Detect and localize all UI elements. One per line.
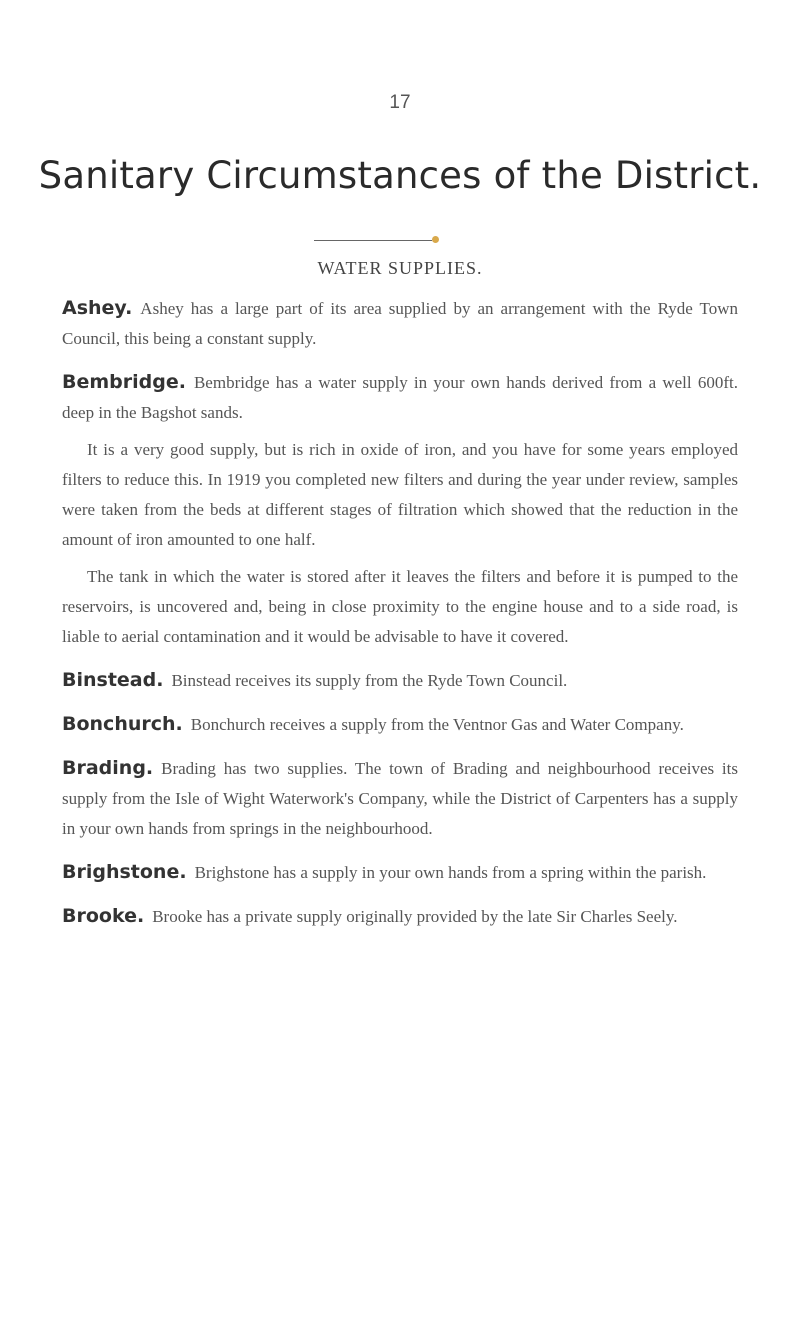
entry-name: Bembridge. [62,371,186,393]
entry-text: Brading has two supplies. The town of Brading and neighbourhood receives its supply from the Isle of Wight Waterwork's Company, while the District of Carpenters has a supply in your own hands from springs in the neighbourhood. [62,759,738,838]
entry-text: Bonchurch receives a supply from the Ventnor Gas and Water Company. [190,715,684,734]
entry-bembridge-continued: It is a very good supply, but is rich in oxide of iron, and you have for some years employed filters to reduce this. In 1919 you completed new filters and during the year under review, samples were taken from the beds at different stages of filtration which showed that the reduction in the amount of iron amounted to one half. [62,440,738,549]
entry-bembridge-continued: The tank in which the water is stored after it leaves the filters and before it is pumped to the reservoirs, is uncovered and, being in close proximity to the engine house and to a side road, is liable to aerial contamination and it would be advisable to have it covered. [62,567,738,646]
entry-ashey [62,293,738,354]
entry-binstead [62,665,738,696]
entry-text: Ashey has a large part of its area supplied by an arrangement with the Ryde Town Council, this being a constant supply. [62,299,738,348]
title-divider [314,240,432,241]
page-title: Sanitary Circumstances of the District. [38,154,762,197]
ornament-dot [432,236,439,243]
entry-brading [62,753,738,844]
entry-name: Brighstone. [62,861,187,883]
entry-name: Brading. [62,757,154,779]
document-body [62,293,738,945]
entry-name: Binstead. [62,669,164,691]
entry-text: Binstead receives its supply from the Ryde Town Council. [171,671,568,690]
entry-name: Brooke. [62,905,145,927]
entry-brighstone [62,857,738,888]
entry-name: Ashey. [62,297,133,319]
entry-text: Brooke has a private supply originally provided by the late Sir Charles Seely. [152,907,678,926]
section-heading: WATER SUPPLIES. [317,258,483,278]
page-number: 17 [389,92,411,113]
entry-bembridge [62,367,738,428]
entry-bonchurch [62,709,738,740]
entry-name: Bonchurch. [62,713,183,735]
entry-text: Bembridge has a water supply in your own hands derived from a well 600ft. deep in the Bagshot sands. [62,373,738,422]
entry-text: Brighstone has a supply in your own hands from a spring within the parish. [194,863,707,882]
entry-brooke [62,901,738,932]
